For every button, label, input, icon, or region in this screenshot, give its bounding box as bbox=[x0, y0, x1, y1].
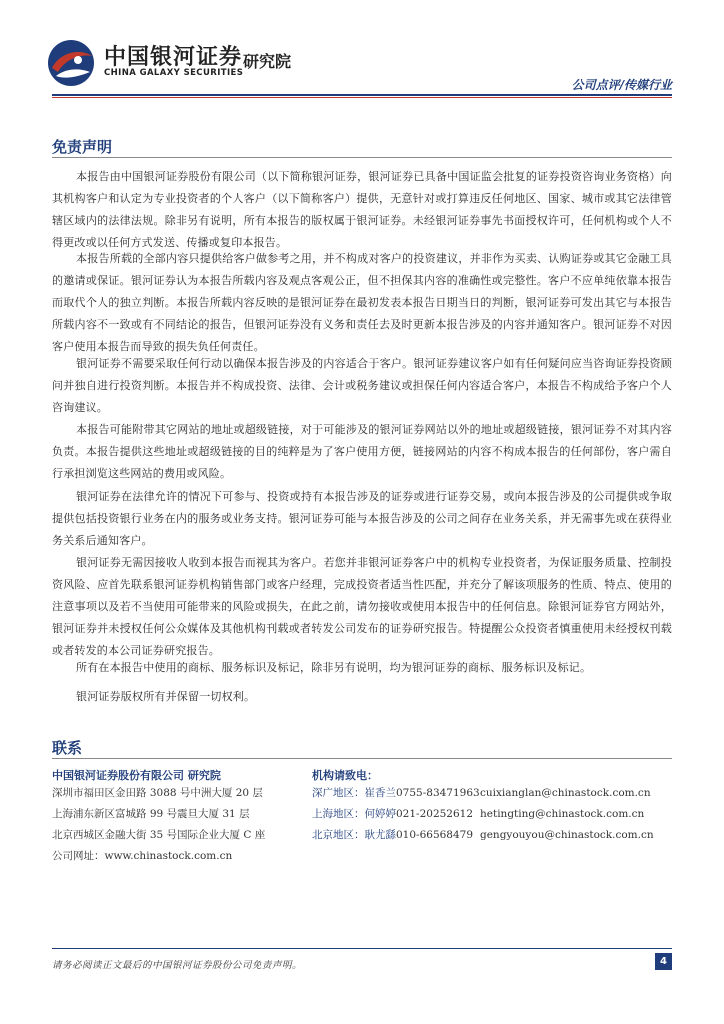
header-rule bbox=[52, 94, 672, 96]
contact-phone: 021-20252612 bbox=[396, 808, 474, 820]
galaxy-logo-icon bbox=[46, 38, 96, 88]
footer-notice: 请务必阅读正文最后的中国银河证券股份公司免责声明。 bbox=[52, 960, 303, 971]
disclaimer-paragraph-7: 所有在本报告中使用的商标、服务标识及标记，除非另有说明，均为银河证券的商标、服务标识及标记。 bbox=[76, 661, 592, 674]
disclaimer-paragraph-3: 银河证券不需要采取任何行动以确保本报告涉及的内容适合于客户。银河证券建议客户如有任何疑问应当咨询证券投资顾问并独自进行投资判断。本报告并不构成投资、法律、会计或税务建议或担保任何内容适合客户，本报告不构成给予客户个人咨询建议。 bbox=[52, 357, 672, 414]
contact-email-link[interactable]: cuixianglan@chinastock.com.cn bbox=[480, 787, 651, 799]
disclaimer-title: 免责声明 bbox=[52, 138, 113, 156]
address-shanghai: 上海浦东新区富城路 99 号震旦大厦 31 层 bbox=[52, 808, 250, 820]
section-divider bbox=[52, 157, 672, 158]
disclaimer-paragraph-2: 本报告所载的全部内容只提供给客户做参考之用，并不构成对客户的投资建议，并非作为买卖、认购证券或其它金融工具的邀请或保证。银河证券认为本报告所载内容及观点客观公正，但不担保其内容的准确性或完整性。客户不应单纯依靠本报告而取代个人的独立判断。本报告所载内容反映的是银河证券在最初发表本报告日期当日的判断，银河证券可发出其它与本报告所载内容不一致或有不同结论的报告，但银河证券没有义务和责任去及时更新本报告涉及的内容并通知客户。银河证券不对因客户使用本报告而导致的损失负任何责任。 bbox=[52, 252, 672, 353]
company-website-link[interactable]: 公司网址：www.chinastock.com.cn bbox=[52, 850, 233, 862]
disclaimer-paragraph-1: 本报告由中国银河证券股份有限公司（以下简称银河证券，银河证券已具备中国证监会批复的证券投资咨询业务资格）向其机构客户和认定为专业投资者的个人客户（以下简称客户）提供，无意针对或打算违反任何地区、国家、城市或其它法律管辖区域内的法律法规。除非另有说明，所有本报告的版权属于银河证券。未经银河证券事先书面授权许可，任何机构或个人不得更改或以任何方式发送、传播或复印本报告。 bbox=[52, 170, 672, 249]
contact-region: 深广地区：崔香兰 bbox=[312, 787, 396, 799]
disclaimer-paragraph-8: 银河证券版权所有并保留一切权利。 bbox=[76, 690, 256, 703]
contact-email-link[interactable]: gengyouyou@chinastock.com.cn bbox=[480, 829, 654, 841]
contact-row bbox=[312, 804, 644, 825]
footer-rule bbox=[52, 948, 672, 949]
contact-region: 北京地区：耿尤繇 bbox=[312, 829, 396, 841]
disclaimer-paragraph-5: 银河证券在法律允许的情况下可参与、投资或持有本报告涉及的证券或进行证券交易，或向本报告涉及的公司提供或争取提供包括投资银行业务在内的服务或业务支持。银河证券可能与本报告涉及的公司之间存在业务关系，并无需事先或在获得业务关系后通知客户。 bbox=[52, 490, 672, 547]
institution-contact-head: 机构请致电： bbox=[312, 769, 378, 782]
contact-phone: 0755-83471963 bbox=[396, 787, 480, 799]
contact-row bbox=[312, 783, 651, 804]
company-name-en: CHINA GALAXY SECURITIES bbox=[104, 68, 244, 78]
contact-row bbox=[312, 825, 654, 846]
disclaimer-paragraph-4: 本报告可能附带其它网站的地址或超级链接，对于可能涉及的银河证券网站以外的地址或超级链接，银河证券不对其内容负责。本报告提供这些地址或超级链接的目的纯粹是为了客户使用方便，链接网站的内容不构成本报告的任何部份，客户需自行承担浏览这些网站的费用或风险。 bbox=[52, 423, 672, 480]
contact-region: 上海地区：何婷婷 bbox=[312, 808, 396, 820]
address-beijing: 北京西城区金融大街 35 号国际企业大厦 C 座 bbox=[52, 829, 266, 841]
disclaimer-paragraph-6: 银河证券无需因接收人收到本报告而视其为客户。若您并非银河证券客户中的机构专业投资者，为保证服务质量、控制投资风险、应首先联系银河证券机构销售部门或客户经理，完成投资者适当性匹配，并充分了解该项服务的性质、特点、使用的注意事项以及若不当使用可能带来的风险或损失，在此之前，请勿接收或使用本报告中的任何信息。除银河证券官方网站外，银河证券并未授权任何公众媒体及其他机构刊载或者转发公司发布的证券研究报告。特提醒公众投资者慎重使用未经授权刊载或者转发的本公司证券研究报告。 bbox=[52, 556, 672, 657]
address-shenzhen: 深圳市福田区金田路 3088 号中洲大厦 20 层 bbox=[52, 787, 263, 799]
contact-email-link[interactable]: hetingting@chinastock.com.cn bbox=[480, 808, 645, 820]
header-rule-accent bbox=[52, 97, 672, 98]
contact-company-head: 中国银河证券股份有限公司 研究院 bbox=[52, 769, 221, 782]
company-name-cn: 中国银河证券 bbox=[104, 45, 243, 70]
page-number: 4 bbox=[655, 953, 672, 970]
document-category: 公司点评/传媒行业 bbox=[571, 78, 672, 92]
institute-label: 研究院 bbox=[243, 52, 292, 71]
contact-title: 联系 bbox=[52, 739, 83, 757]
section-divider bbox=[52, 758, 672, 759]
contact-phone: 010-66568479 bbox=[396, 829, 474, 841]
